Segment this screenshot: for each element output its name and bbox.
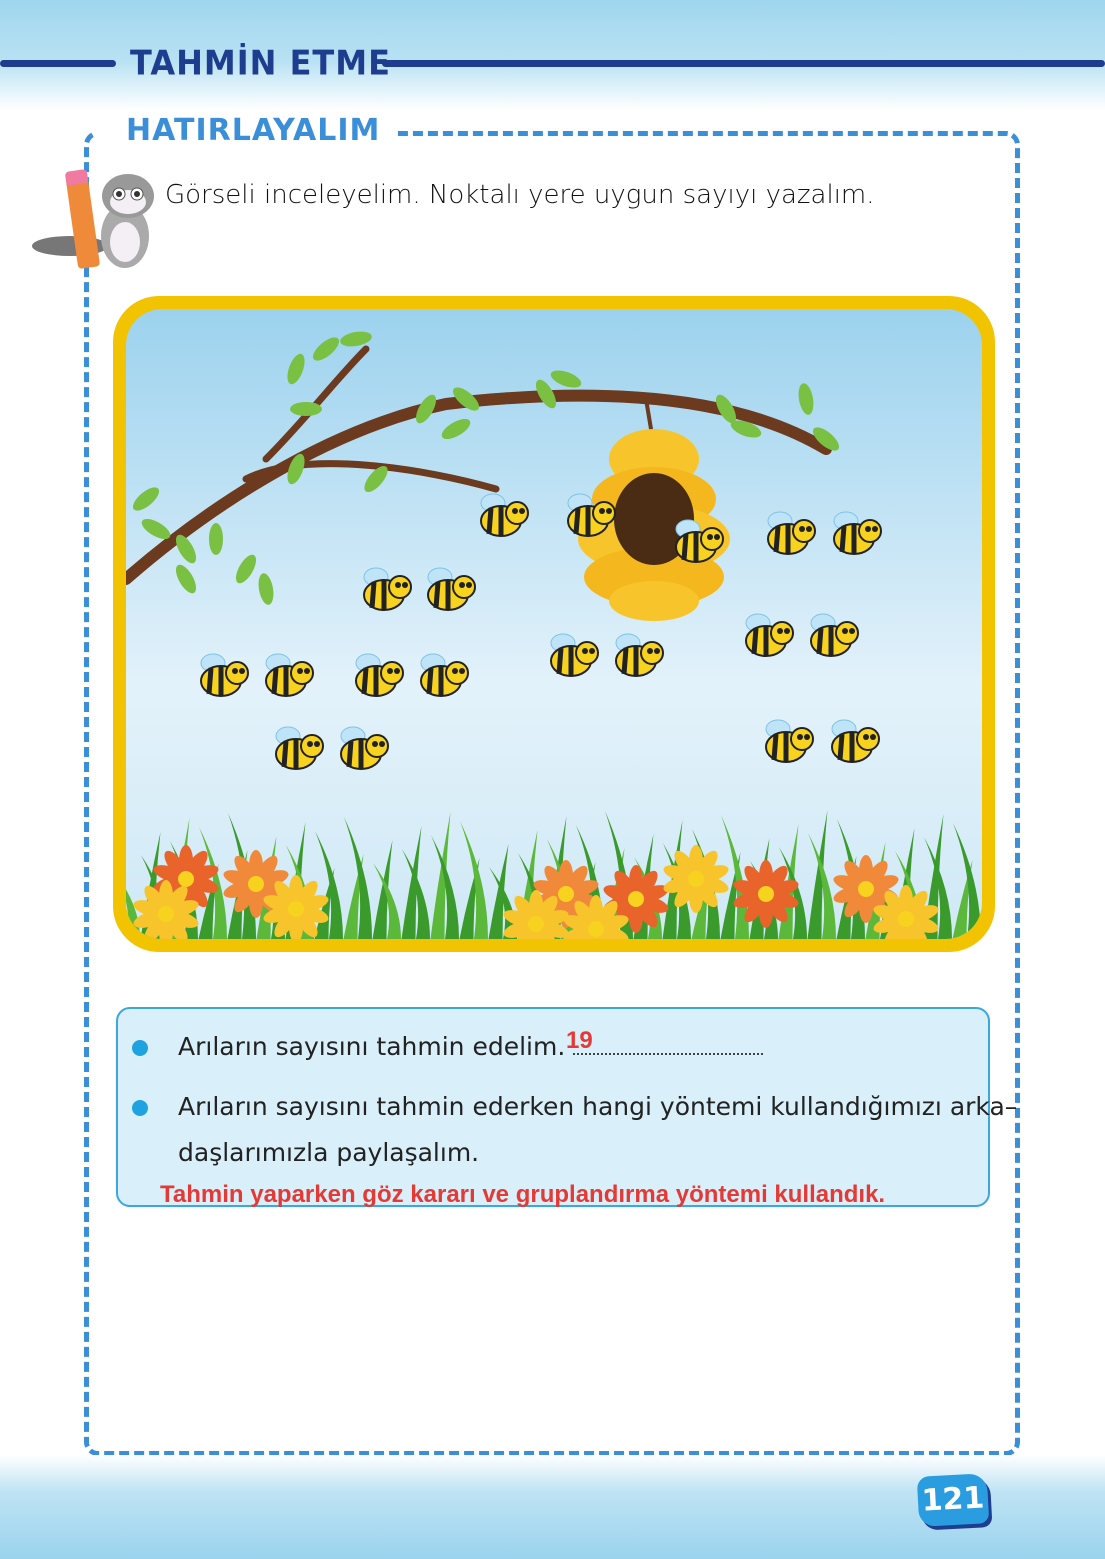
answer-1: 19 [566, 1027, 593, 1054]
leaf [209, 523, 223, 555]
raccoon-pencil-mascot [30, 158, 165, 278]
question-1-text: Arıların sayısını tahmin edelim. [178, 1032, 566, 1061]
scene-svg [126, 309, 982, 939]
leaf [290, 402, 322, 416]
bullet-icon [132, 1040, 148, 1056]
header-rule-left [0, 60, 116, 67]
answer-field-1[interactable] [573, 1047, 763, 1055]
section-title: HATIRLAYALIM [126, 113, 381, 148]
question-1 [178, 1032, 763, 1061]
question-2-line-2: daşlarımızla paylaşalım. [178, 1138, 480, 1167]
page-number: 121 [917, 1473, 990, 1527]
instruction-text: Görseli inceleyelim. Noktalı yere uygun sayıyı yazalım. [165, 180, 875, 210]
bullet-icon [132, 1100, 148, 1116]
question-2-line-1: Arıların sayısını tahmin ederken hangi yöntemi kullandığımızı arka– [178, 1092, 1018, 1121]
page-title: TAHMİN ETME [130, 43, 391, 83]
bee-scene-illustration [113, 296, 995, 952]
answer-2: Tahmin yaparken göz kararı ve gruplandırma yöntemi kullandık. [160, 1181, 886, 1208]
header-rule-right [382, 60, 1105, 67]
